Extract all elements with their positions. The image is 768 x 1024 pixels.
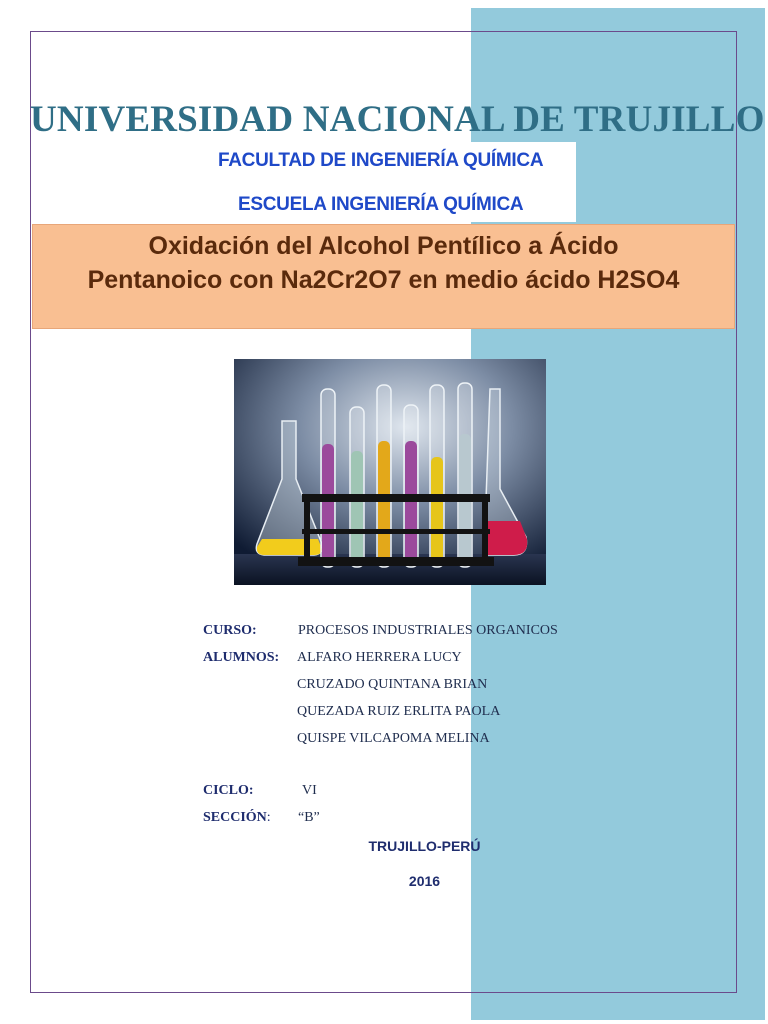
cycle-value: VI xyxy=(302,783,317,798)
test-tubes-photo xyxy=(234,359,546,585)
year: 2016 xyxy=(408,873,441,889)
student-name: QUEZADA RUIZ ERLITA PAOLA xyxy=(297,704,501,719)
section-value: “B” xyxy=(298,810,320,825)
title-line-2: Pentanoico con Na2Cr2O7 en medio ácido H2SO4 xyxy=(87,266,680,294)
student-name: ALFARO HERRERA LUCY xyxy=(297,650,462,665)
section-label-colon: : xyxy=(266,810,271,825)
course-value: PROCESOS INDUSTRIALES ORGANICOS xyxy=(298,623,558,638)
school-name: ESCUELA INGENIERÍA QUÍMICA xyxy=(238,194,524,215)
city-country: TRUJILLO-PERÚ xyxy=(368,838,481,854)
section-label xyxy=(203,810,271,826)
course-label: CURSO: xyxy=(203,623,257,638)
faculty-name: FACULTAD DE INGENIERÍA QUÍMICA xyxy=(218,150,544,171)
university-name: UNIVERSIDAD NACIONAL DE TRUJILLO xyxy=(30,99,765,140)
cycle-label: CICLO: xyxy=(203,783,254,798)
section-label-text: SECCIÓN xyxy=(203,810,267,825)
title-line-1: Oxidación del Alcohol Pentílico a Ácido xyxy=(148,232,619,260)
student-name: CRUZADO QUINTANA BRIAN xyxy=(297,677,488,692)
students-label: ALUMNOS: xyxy=(203,650,280,665)
student-name: QUISPE VILCAPOMA MELINA xyxy=(297,731,490,746)
